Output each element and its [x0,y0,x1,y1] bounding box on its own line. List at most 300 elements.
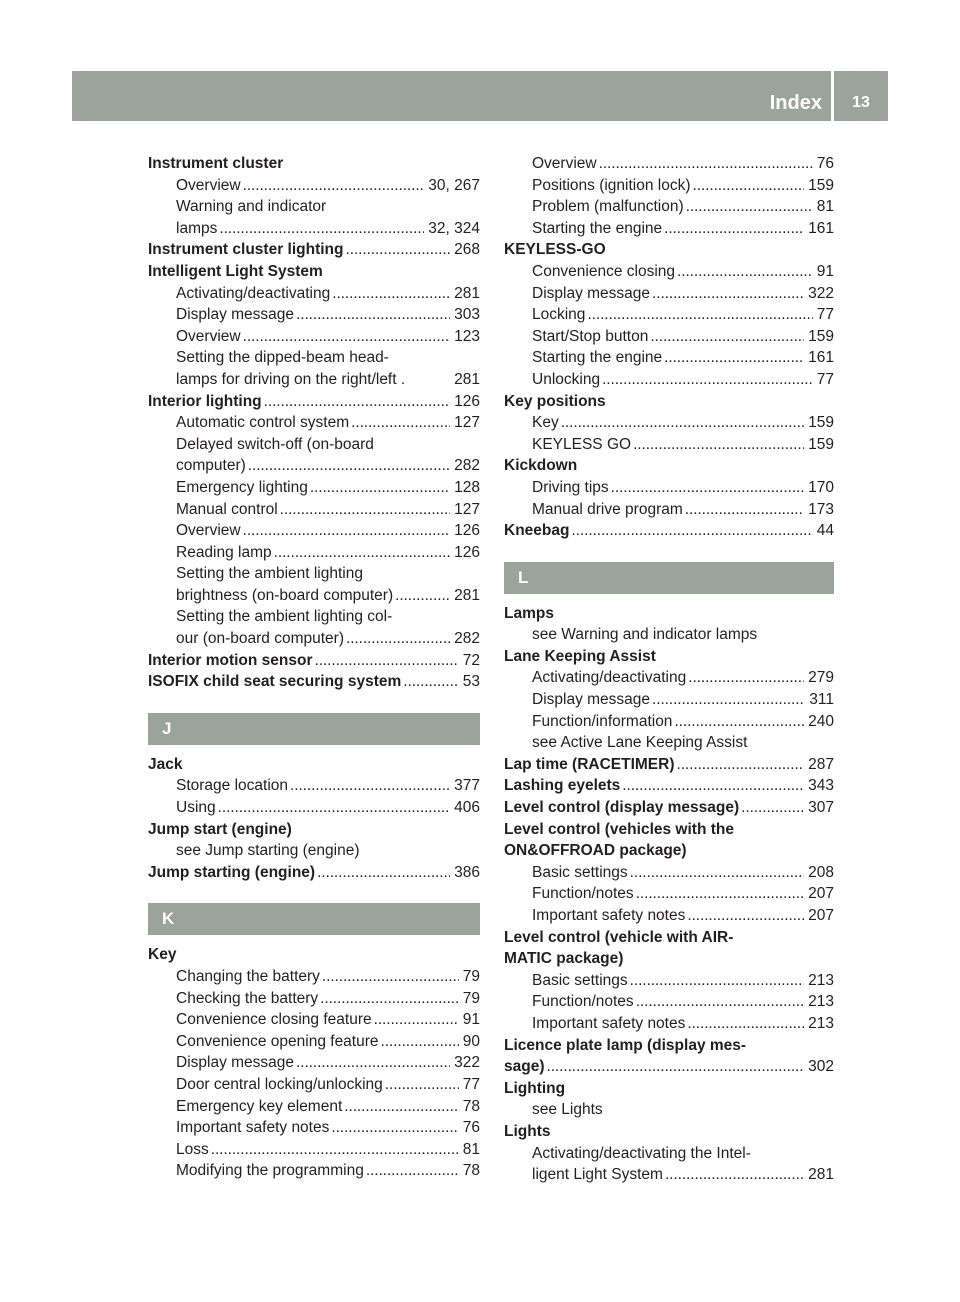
page-reference: 213 [808,993,834,1011]
entry-label: Licence plate lamp (display mes- [504,1036,747,1054]
dot-leader [652,283,804,305]
index-subentry [148,585,480,607]
index-subentry [148,775,480,797]
page-reference: 159 [808,176,834,194]
entry-label: Emergency key element [176,1097,343,1115]
entry-label: ligent Light System [532,1166,663,1184]
dot-leader [664,347,804,369]
page-reference: 161 [808,349,834,367]
page-reference: 81 [462,1140,480,1158]
entry-label: see Jump starting (engine) [176,842,360,860]
page-reference: 281 [808,1166,834,1184]
page-reference: 127 [454,414,480,432]
entry-label: Kneebag [504,522,570,540]
entry-label: Reading lamp [176,543,272,561]
index-subentry [504,862,834,884]
entry-label: ISOFIX child seat securing system [148,673,402,691]
index-heading [504,819,834,841]
index-subentry [148,412,480,434]
dot-leader [366,1160,459,1182]
dot-leader [633,434,804,456]
dot-leader [547,1056,805,1078]
page-reference: 90 [462,1032,480,1050]
entry-label: Key positions [504,392,606,410]
dot-leader [320,988,459,1010]
dot-leader [688,667,804,689]
dot-leader [561,412,804,434]
index-subentry [504,304,834,326]
page-reference: 207 [808,885,834,903]
page-reference: 44 [816,522,834,540]
index-subentry [504,1164,834,1186]
page-reference: 78 [462,1162,480,1180]
section-header-j: J [148,713,480,745]
entry-label: Lane Keeping Assist [504,647,656,665]
index-subentry [148,1096,480,1118]
entry-label: Level control (display message) [504,799,740,817]
index-heading [504,1035,834,1057]
index-subentry [148,1052,480,1074]
index-heading [148,754,480,776]
page-reference: 76 [462,1119,480,1137]
entries-block [504,153,834,542]
entry-label: Door central locking/unlocking [176,1075,383,1093]
entries-block [148,944,480,1182]
index-subentry [148,797,480,819]
dot-leader [602,369,813,391]
dot-leader [374,1009,459,1031]
dot-leader [296,304,450,326]
entry-label: Overview [176,176,241,194]
entries-block [148,754,480,884]
entry-label: Display message [532,691,651,709]
dot-leader [248,455,450,477]
index-subentry [148,1139,480,1161]
dot-leader [395,585,450,607]
dot-leader [571,520,812,542]
page-reference: 279 [808,669,834,687]
page-reference: 126 [454,543,480,561]
index-heading [148,862,480,884]
dot-leader [346,628,450,650]
entry-label: Storage location [176,777,289,795]
index-heading [504,840,834,862]
index-heading [148,671,480,693]
entry-label: Lashing eyelets [504,777,621,795]
entry-label: Checking the battery [176,989,319,1007]
index-column-left [148,153,480,1182]
index-heading [504,1078,834,1100]
index-subentry [148,1074,480,1096]
index-heading [504,520,834,542]
entry-label: Level control (vehicles with the [504,820,734,838]
entry-label: Overview [176,522,241,540]
page-reference: 91 [816,262,834,280]
index-heading [148,650,480,672]
index-subentry [504,196,834,218]
index-subentry [148,1117,480,1139]
index-heading [504,391,834,413]
index-heading [148,153,480,175]
dot-leader [693,175,805,197]
entry-label: see Warning and indicator lamps [532,626,758,644]
entry-label: Setting the ambient lighting col- [176,608,393,626]
page-number: 13 [852,94,870,111]
index-subentry [504,283,834,305]
entry-label: Display message [176,306,295,324]
page-reference: 240 [808,712,834,730]
index-heading [148,239,480,261]
dot-leader [274,542,450,564]
entry-label: Locking [532,306,586,324]
dot-leader [290,775,450,797]
index-subentry [504,326,834,348]
entry-label: Lighting [504,1079,566,1097]
entry-label: Starting the engine [532,349,663,367]
index-subentry [504,883,834,905]
page-reference: 30, 267 [428,176,480,194]
entry-label: Manual drive program [532,500,683,518]
entry-label: MATIC package) [504,950,624,968]
entry-label: lamps [176,219,218,237]
page-reference: 159 [808,414,834,432]
page-reference: 281 [454,284,480,302]
entry-label: Function/notes [532,885,634,903]
entry-label: Convenience closing feature [176,1011,372,1029]
page-reference: 377 [454,777,480,795]
page-reference: 126 [454,392,480,410]
entry-label: Setting the dipped-beam head- [176,349,389,367]
entry-label: Activating/deactivating [532,669,687,687]
entry-label: Important safety notes [532,1014,686,1032]
entry-label: Changing the battery [176,968,320,985]
entry-label: Problem (malfunction) [532,198,684,216]
index-subentry [504,1099,834,1121]
index-subentry [504,1143,834,1165]
entry-label: see Lights [532,1101,603,1119]
index-subentry [148,966,480,988]
dot-leader [677,261,813,283]
page-title: Index [769,92,822,114]
index-subentry [148,1009,480,1031]
dot-leader [351,412,450,434]
index-heading [148,819,480,841]
index-heading [504,1056,834,1078]
page-reference: 213 [808,971,834,989]
entry-label: Key [148,946,177,964]
dot-leader [599,153,813,175]
entry-label: Lamps [504,604,554,622]
dot-leader [243,520,451,542]
index-heading [148,944,480,966]
entry-label: Unlocking [532,370,601,388]
page-reference: 311 [809,691,834,709]
dot-leader [664,218,804,240]
dot-leader [611,477,804,499]
page-reference: 173 [808,500,834,518]
dot-leader [211,1139,459,1161]
index-subentry [148,1160,480,1182]
entry-label: Driving tips [532,478,609,496]
entries-block [504,603,834,1186]
page-reference: 208 [808,863,834,881]
entry-label: Lights [504,1122,551,1140]
dot-leader [315,650,459,672]
dot-leader [381,1031,459,1053]
dot-leader [332,283,450,305]
index-heading [504,239,834,261]
dot-leader [650,326,804,348]
entry-label: see Active Lane Keeping Assist [532,734,748,752]
index-subentry [148,1031,480,1053]
entry-label: Jack [148,755,183,773]
dot-leader [331,1117,458,1139]
dot-leader [264,391,450,413]
entry-label: Instrument cluster lighting [148,241,344,259]
page-reference: 307 [808,799,834,817]
page-reference: 81 [816,198,834,216]
entry-label: Delayed switch-off (on-board [176,435,374,453]
section-header-l: L [504,562,834,594]
dot-leader [587,304,812,326]
entry-label: Manual control [176,500,278,518]
index-heading [504,775,834,797]
entry-label: Warning and indicator [176,198,327,216]
page-reference: 170 [808,478,834,496]
dot-leader [636,991,804,1013]
page-reference: 123 [454,327,480,345]
dot-leader [322,966,459,988]
index-subentry [148,840,480,862]
index-column-right [504,153,834,1186]
page-reference: 128 [454,478,480,496]
dot-leader [630,862,804,884]
page-reference: 53 [462,673,480,691]
entry-label: Loss [176,1140,209,1158]
entry-label: Automatic control system [176,414,350,432]
index-subentry [148,218,480,240]
index-subentry [504,412,834,434]
dot-leader [345,239,450,261]
page-reference: 343 [808,777,834,795]
entry-label: ON&OFFROAD package) [504,842,687,860]
entry-label: Level control (vehicle with AIR- [504,928,734,946]
section-header-k: K [148,903,480,935]
page-reference: 161 [808,219,834,237]
page-reference: 287 [808,755,834,773]
entry-label: Activating/deactivating the Intel- [532,1144,751,1162]
page-reference: 406 [454,799,480,817]
index-subentry [148,347,480,369]
page-reference: 322 [454,1054,480,1072]
page-reference: 79 [462,989,480,1007]
entry-label: Basic settings [532,971,628,989]
entry-label: Function/information [532,712,673,730]
entry-label: Setting the ambient lighting [176,565,363,583]
entry-label: Using [176,799,216,817]
entry-label: Display message [176,1054,295,1072]
page-reference: 79 [462,968,480,985]
page-reference: 72 [462,651,480,669]
dot-leader [344,1096,458,1118]
index-subentry [504,991,834,1013]
index-heading [504,754,834,776]
entry-label: lamps for driving on the right/left . [176,370,406,388]
entry-label: Important safety notes [176,1119,330,1137]
index-subentry [148,455,480,477]
index-subentry [148,542,480,564]
entry-label: Display message [532,284,651,302]
page-reference: 302 [808,1058,834,1076]
index-subentry [148,196,480,218]
index-heading [504,603,834,625]
index-subentry [504,153,834,175]
index-subentry [148,477,480,499]
entry-label: Start/Stop button [532,327,649,345]
page-reference: 32, 324 [428,219,480,237]
entry-label: Interior lighting [148,392,262,410]
page-reference: 386 [454,863,480,881]
entry-label: Instrument cluster [148,155,284,172]
entry-label: Overview [176,327,241,345]
index-heading [148,261,480,283]
entry-label: Starting the engine [532,219,663,237]
page-reference: 303 [454,306,480,324]
dot-leader [630,970,804,992]
index-subentry [504,347,834,369]
index-heading [504,646,834,668]
page-reference: 213 [808,1014,834,1032]
index-heading [504,797,834,819]
index-subentry [148,326,480,348]
index-subentry [504,905,834,927]
dot-leader [403,671,458,693]
page-reference: 282 [454,457,480,475]
page-reference: 281 [454,586,480,604]
dot-leader [218,797,450,819]
index-subentry [148,520,480,542]
entry-label: Emergency lighting [176,478,308,496]
index-subentry [504,175,834,197]
entry-label: KEYLESS-GO [504,241,606,259]
entry-label: Function/notes [532,993,634,1011]
index-subentry [148,606,480,628]
entry-label: Interior motion sensor [148,651,313,669]
index-subentry [148,369,480,391]
entry-label: Jump start (engine) [148,820,292,838]
entry-label: KEYLESS GO [532,435,632,453]
dot-leader [687,1013,804,1035]
dot-leader [636,883,804,905]
index-subentry [148,563,480,585]
index-subentry [148,175,480,197]
dot-leader [296,1052,450,1074]
index-subentry [148,283,480,305]
index-subentry [504,477,834,499]
dot-leader [685,499,804,521]
index-subentry [504,1013,834,1035]
index-subentry [504,667,834,689]
entry-label: Intelligent Light System [148,262,323,280]
entry-label: Important safety notes [532,907,686,924]
index-heading [148,391,480,413]
index-subentry [504,434,834,456]
index-subentry [148,628,480,650]
dot-leader [741,797,804,819]
page-reference: 126 [454,522,480,540]
page-reference: 322 [808,284,834,302]
page-reference: 77 [816,370,834,388]
index-heading [504,455,834,477]
dot-leader [652,689,805,711]
page-reference: 77 [462,1075,480,1093]
dot-leader [674,711,804,733]
index-subentry [504,218,834,240]
entry-label: Convenience opening feature [176,1032,379,1050]
page-reference: 78 [462,1097,480,1115]
entry-label: Overview [532,155,597,172]
page-reference: 159 [808,327,834,345]
page-reference: 282 [454,630,480,648]
dot-leader [219,218,424,240]
index-subentry [504,369,834,391]
dot-leader [310,477,450,499]
page-reference: 76 [816,155,834,172]
page-reference: 91 [462,1011,480,1029]
index-subentry [504,970,834,992]
entry-label: brightness (on-board computer) [176,586,394,604]
entries-block [148,153,480,693]
entry-label: Basic settings [532,863,628,881]
entry-label: Jump starting (engine) [148,863,316,881]
dot-leader [243,175,425,197]
page-reference: 207 [808,907,834,924]
page-reference: 268 [454,241,480,259]
page-reference: 77 [816,306,834,324]
dot-leader [687,905,804,927]
dot-leader [677,754,805,776]
dot-leader [686,196,813,218]
index-heading [504,1121,834,1143]
index-subentry [504,732,834,754]
index-subentry [148,499,480,521]
dot-leader [665,1164,804,1186]
index-subentry [504,261,834,283]
entry-label: Modifying the programming [176,1162,364,1180]
index-heading [504,927,834,949]
entry-label: Key [532,414,559,432]
entry-label: Activating/deactivating [176,284,331,302]
index-subentry [504,711,834,733]
page-reference: 281 [454,370,480,388]
index-subentry [148,988,480,1010]
entry-label: Kickdown [504,457,578,475]
entry-label: computer) [176,457,246,475]
index-subentry [148,304,480,326]
dot-leader [385,1074,459,1096]
entry-label: sage) [504,1058,545,1076]
dot-leader [280,499,450,521]
index-subentry [504,689,834,711]
index-heading [504,948,834,970]
page-reference: 127 [454,500,480,518]
page-reference: 159 [808,435,834,453]
index-subentry [148,434,480,456]
index-subentry [504,499,834,521]
entry-label: our (on-board computer) [176,630,344,648]
entry-label: Lap time (RACETIMER) [504,755,675,773]
dot-leader [243,326,451,348]
